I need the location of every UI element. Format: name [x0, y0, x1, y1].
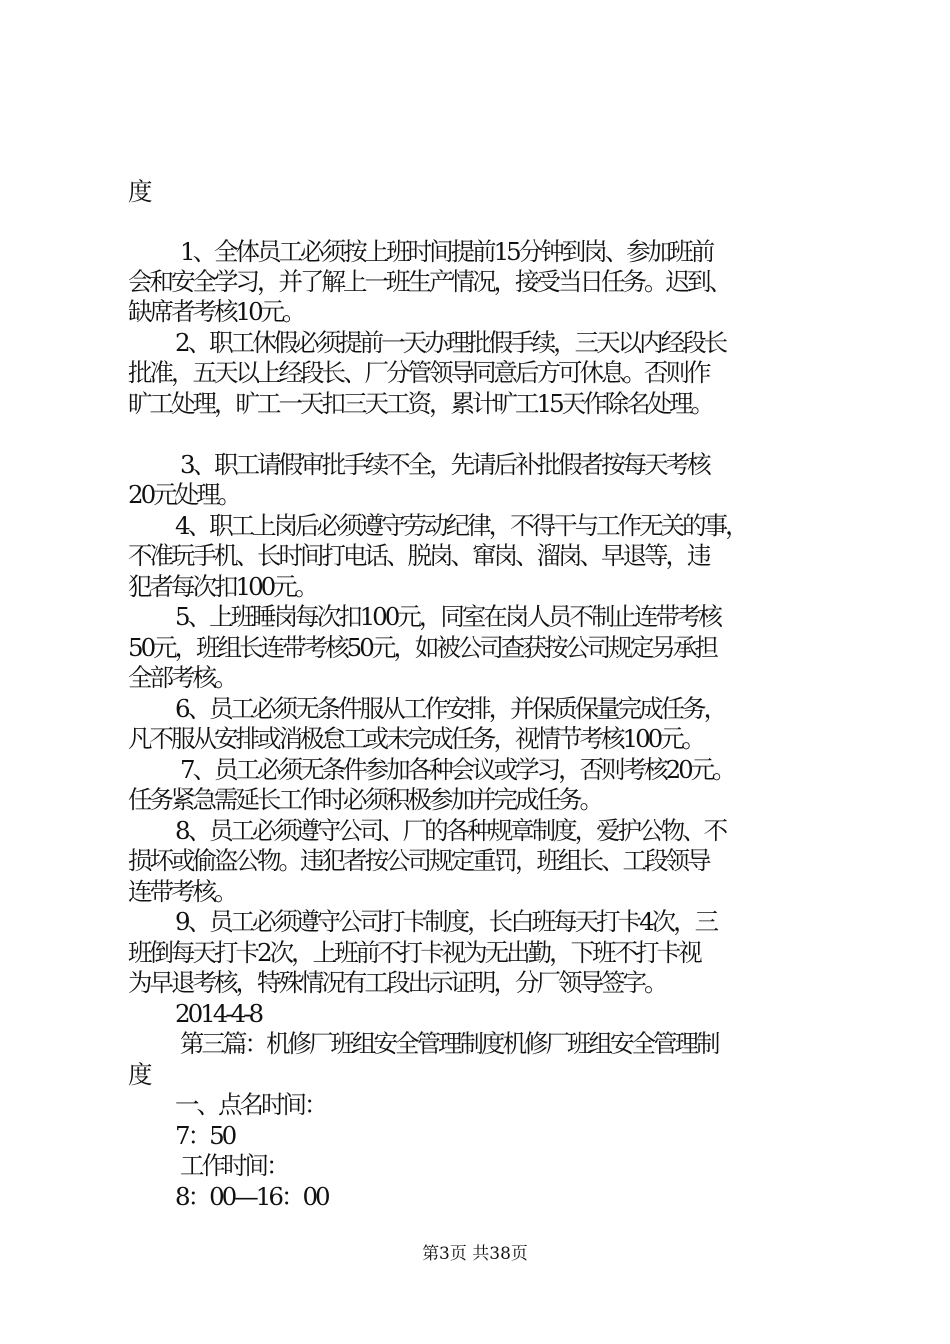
text-line: 批准，五天以上经段长、厂分管领导同意后方可休息。否则作 [128, 358, 709, 387]
text-line: 度 [128, 177, 150, 206]
text-line: 犯者每次扣100元。 [128, 572, 317, 601]
text-line: 4、职工上岗后必须遵守劳动纪律，不得干与工作无关的事， [175, 511, 747, 540]
text-line: 损坏或偷盗公物。违犯者按公司规定重罚，班组长、工段领导 [128, 846, 709, 875]
text-line: 8、员工必须遵守公司、厂的各种规章制度，爱护公物、不 [175, 816, 726, 845]
text-line: 8：00—16：00 [175, 1182, 328, 1211]
text-line: 7：50 [175, 1121, 235, 1150]
text-line: 为早退考核，特殊情况有工段出示证明，分厂领导签字。 [128, 968, 666, 997]
text-line: 20元处理。 [128, 480, 240, 509]
text-line: 旷工处理，旷工一天扣三天工资，累计旷工15天作除名处理。 [128, 389, 713, 418]
text-line: 5、上班睡岗每次扣100元，同室在岗人员不制止连带考核 [175, 602, 720, 631]
text-line: 2、职工休假必须提前一天办理批假手续，三天以内经段长 [175, 328, 726, 357]
document-date: 2014-4-8 [175, 999, 262, 1028]
text-line: 会和安全学习，并了解上一班生产情况，接受当日任务。迟到、 [128, 267, 730, 296]
section-heading-cont: 度 [128, 1060, 150, 1089]
page-footer: 第3页 共38页 [422, 1244, 528, 1264]
text-line: 7、员工必须无条件参加各种会议或学习，否则考核20元。 [180, 755, 734, 784]
text-line: 工作时间： [180, 1151, 288, 1180]
text-line: 班倒每天打卡2次，上班前不打卡视为无出勤，下班不打卡视 [128, 938, 700, 967]
section-heading: 第三篇：机修厂班组安全管理制度机修厂班组安全管理制 [180, 1029, 718, 1058]
text-line: 50元，班组长连带考核50元，如被公司查获按公司规定另承担 [128, 633, 716, 662]
text-line: 一、点名时间： [175, 1090, 326, 1119]
text-line: 全部考核。 [128, 663, 236, 692]
text-line: 9、员工必须遵守公司打卡制度，长白班每天打卡4次，三 [175, 907, 717, 936]
text-line: 任务紧急需延长工作时必须积极参加并完成任务。 [128, 785, 601, 814]
text-line: 凡不服从安排或消极怠工或未完成任务，视情节考核100元。 [128, 724, 704, 753]
text-line: 缺席者考核10元。 [128, 297, 304, 326]
text-line: 3、职工请假审批手续不全，先请后补批假者按每天考核 [180, 450, 709, 479]
text-line: 6、员工必须无条件服从工作安排，并保质保量完成任务， [175, 694, 726, 723]
text-line: 1、全体员工必须按上班时间提前15分钟到岗、参加班前 [180, 237, 713, 266]
text-line: 连带考核。 [128, 877, 236, 906]
text-line: 不准玩手机、长时间打电话、脱岗、窜岗、溜岗、早退等，违 [128, 541, 709, 570]
